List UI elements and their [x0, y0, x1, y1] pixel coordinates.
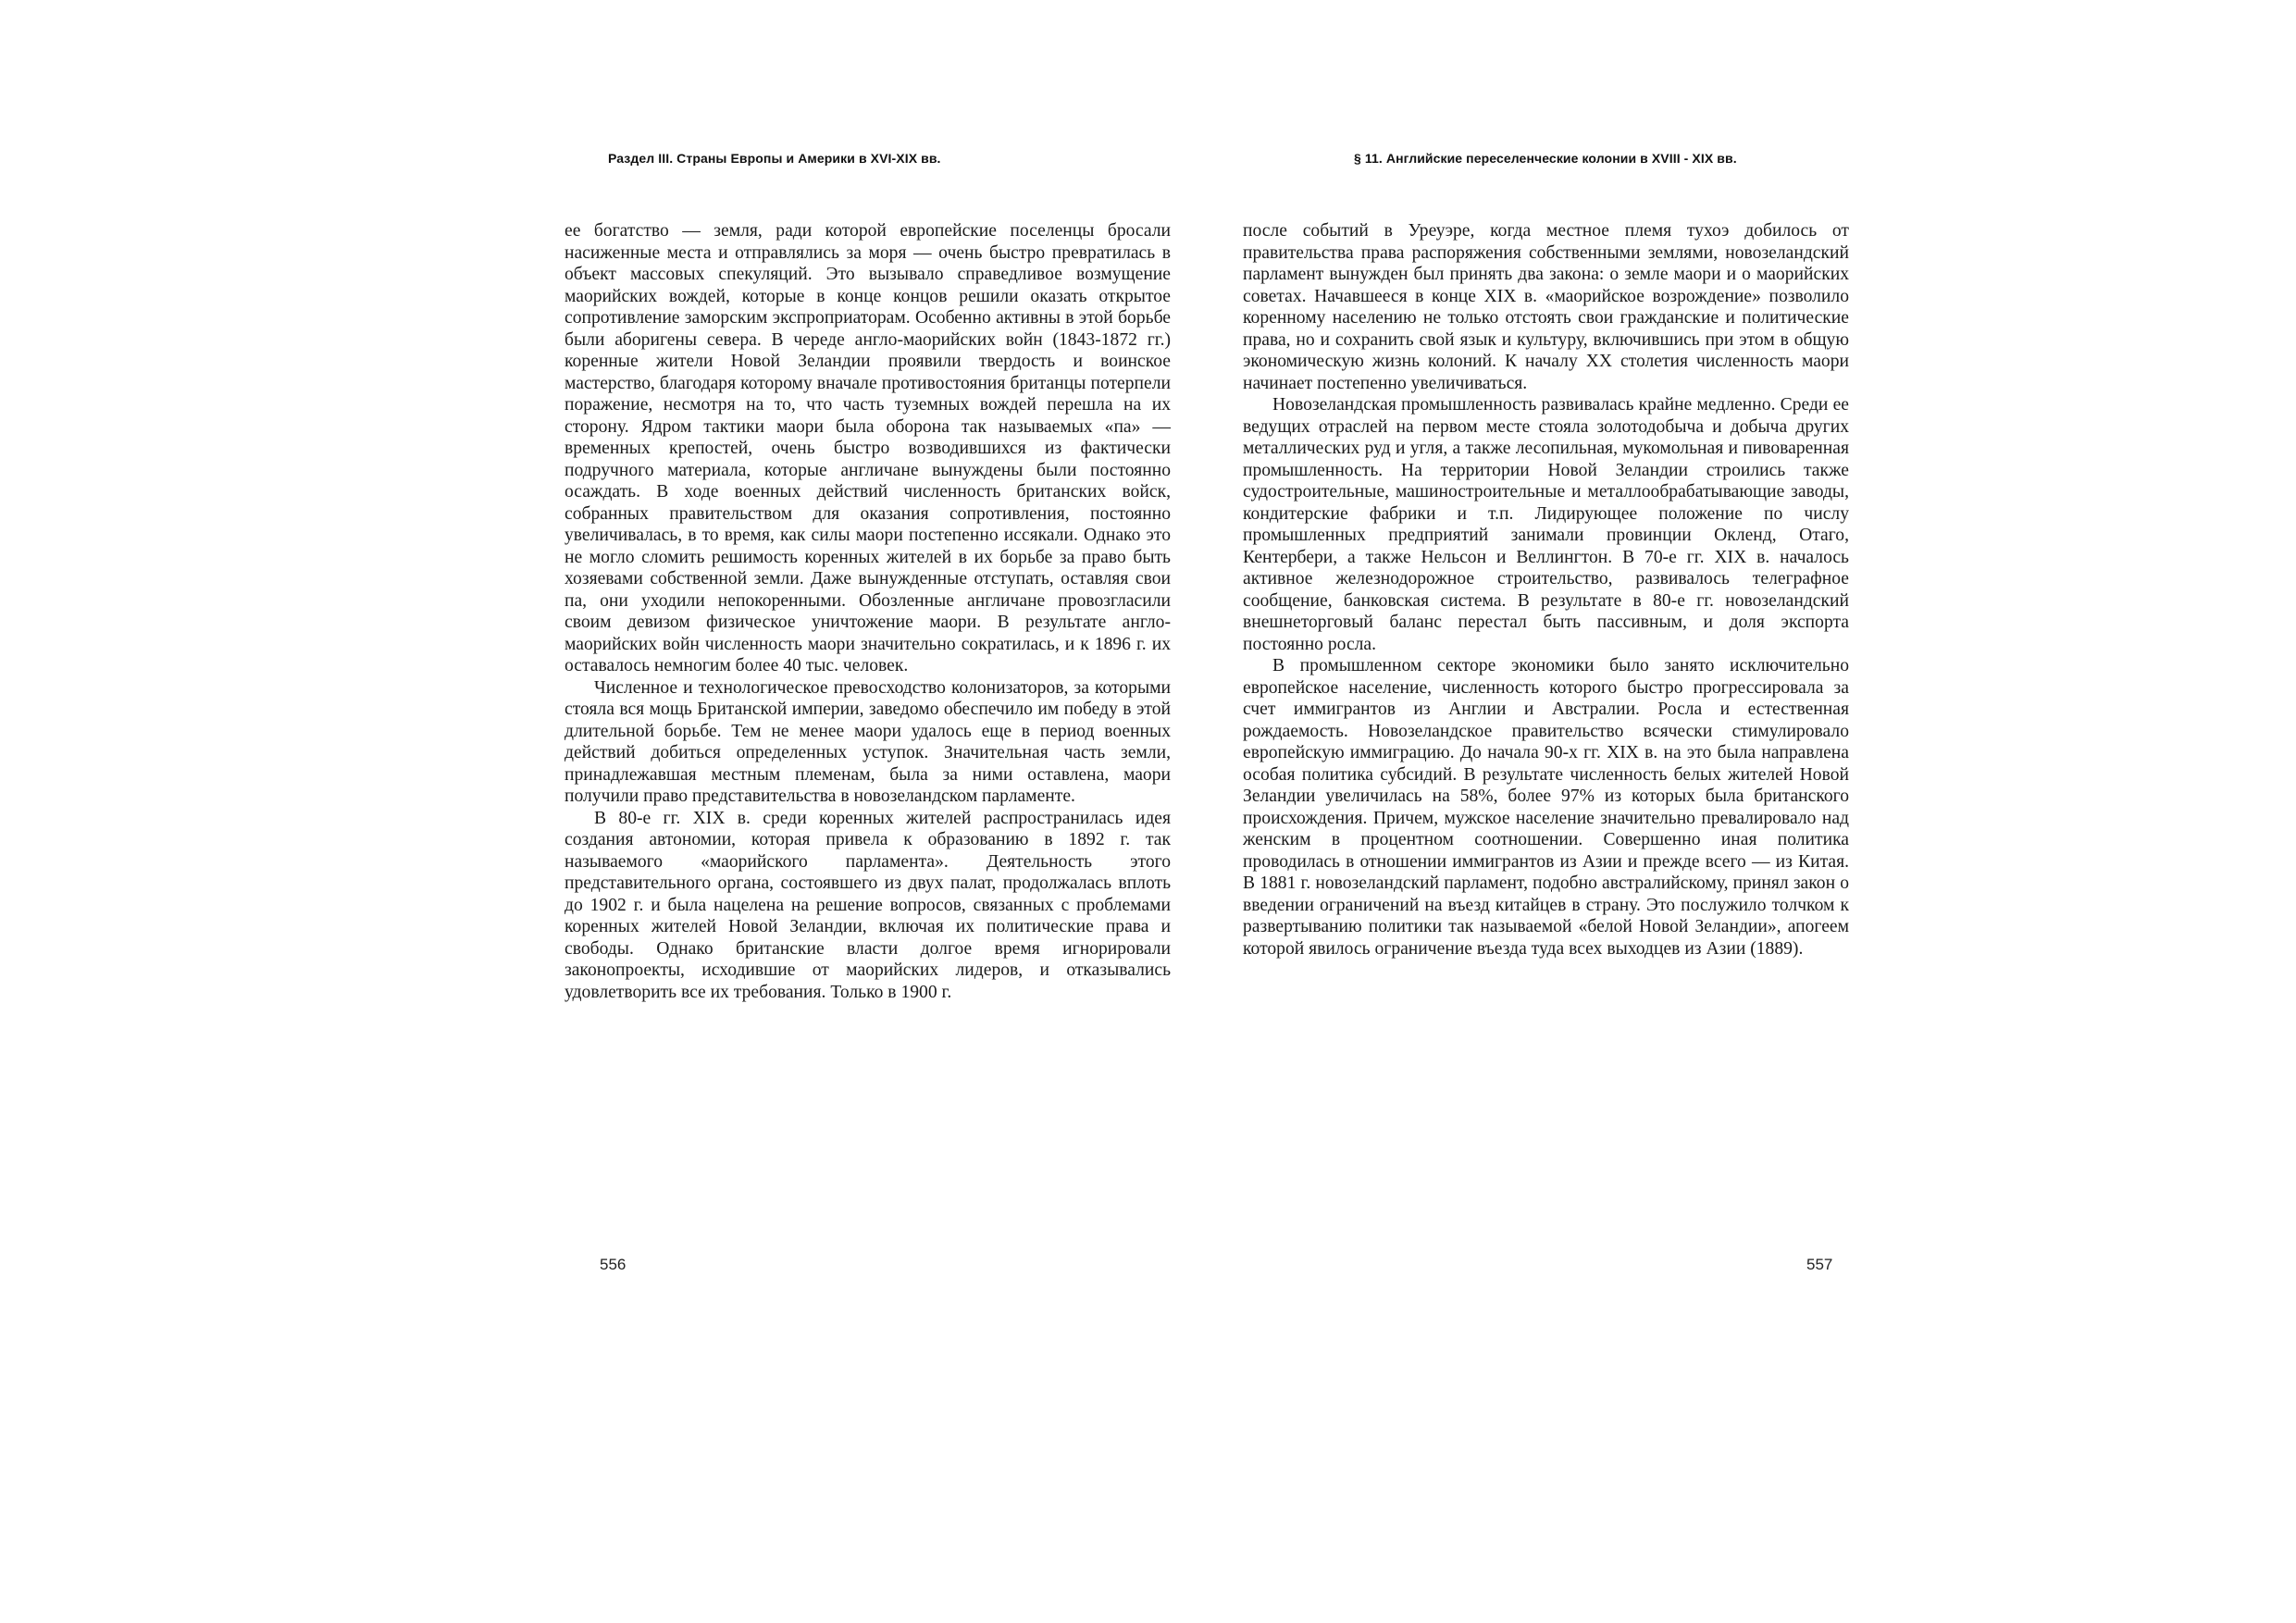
body-text	[565, 220, 1171, 1003]
paragraph: после событий в Уреуэре, когда местное племя тухоэ добилось от правительства права распоряжения собственными землями, новозеландский парламент вынужден был принять два закона: о земле маори и о маорийских советах. Начавшееся в конце XIX в. «маорийское возрождение» позволило коренному населению не только отстоять свои гражданские и политические права, но и сохранить свой язык и культуру, включившись при этом в общую экономическую жизнь колоний. К началу XX столетия численность маори начинает постепенно увеличиваться.	[1243, 221, 1849, 393]
right-page	[1148, 0, 2296, 1623]
paragraph: Численное и технологическое превосходство колонизаторов, за которыми стояла вся мощь Британской империи, заведомо обеспечило им победу в этой длительной борьбе. Тем не менее маори удалось еще в период военных действий добиться определенных уступок. Значительная часть земли, принадлежавшая местным племенам, была за ними оставлена, маори получили право представительства в новозеландском парламенте.	[565, 677, 1171, 806]
running-head: Раздел III. Страны Европы и Америки в XVI-XIX вв.	[608, 151, 941, 166]
paragraph: В 80-е гг. XIX в. среди коренных жителей распространилась идея создания автономии, которая привела к образованию в 1892 г. так называемого «маорийского парламента». Деятельность этого представительного органа, состоявшего из двух палат, продолжалась вплоть до 1902 г. и была нацелена на решение вопросов, связанных с проблемами коренных жителей Новой Зеландии, включая их политические права и свободы. Однако британские власти долгое время игнорировали законопроекты, исходившие от маорийских лидеров, и отказывались удовлетворить все их требования. Только в 1900 г.	[565, 808, 1171, 1002]
running-head: § 11. Английские переселенческие колонии в XVIII - XIX вв.	[1354, 151, 1737, 166]
paragraph: ее богатство — земля, ради которой европейские поселенцы бросали насиженные места и отправлялись за моря — очень быстро превратилась в объект массовых спекуляций. Это вызывало справедливое возмущение маорийских вождей, которые в конце концов решили оказать открытое сопротивление заморским экспроприаторам. Особенно активны в этой борьбе были аборигены севера. В череде англо-маорийских войн (1843-1872 гг.) коренные жители Новой Зеландии проявили твердость и воинское мастерство, благодаря которому вначале противостояния британцы потерпели поражение, несмотря на то, что часть туземных вождей перешла на их сторону. Ядром тактики маори была оборона так называемых «па» — временных крепостей, очень быстро возводившихся из фактически подручного материала, которые англичане вынуждены были постоянно осаждать. В ходе военных действий численность британских войск, собранных правительством для оказания сопротивления, постоянно увеличивалась, в то время, как силы маори постепенно иссякали. Однако это не могло сломить решимость коренных жителей в их борьбе за право быть хозяевами собственной земли. Даже вынужденные отступать, оставляя свои па, они уходили непокоренными. Обозленные англичане провозгласили своим девизом физическое уничтожение маори. В результате англо-маорийских войн численность маори значительно сократилась, и к 1896 г. их оставалось немногим более 40 тыс. человек.	[565, 221, 1171, 675]
page-number: 557	[1806, 1256, 1833, 1273]
paragraph: В промышленном секторе экономики было занято исключительно европейское население, численность которого быстро прогрессировала за счет иммигрантов из Англии и Австралии. Росла и естественная рождаемость. Новозеландское правительство всячески стимулировало европейскую иммиграцию. До начала 90-х гг. XIX в. на это была направлена особая политика субсидий. В результате численность белых жителей Новой Зеландии увеличилась на 58%, более 97% из которых была британского происхождения. Причем, мужское население значительно превалировало над женским в процентном соотношении. Совершенно иная политика проводилась в отношении иммигрантов из Азии и прежде всего — из Китая. В 1881 г. новозеландский парламент, подобно австралийскому, принял закон о введении ограничений на въезд китайцев в страну. Это послужило толчком к развертыванию политики так называемой «белой Новой Зеландии», апогеем которой явилось ограничение въезда туда всех выходцев из Азии (1889).	[1243, 656, 1849, 959]
body-text	[1243, 220, 1849, 960]
paragraph: Новозеландская промышленность развивалась крайне медленно. Среди ее ведущих отраслей на первом месте стояла золотодобыча и добыча других металлических руд и угля, а также лесопильная, мукомольная и пивоваренная промышленность. На территории Новой Зеландии строились также судостроительные, машиностроительные и металлообрабатывающие заводы, кондитерские фабрики и т.п. Лидирующее положение по числу промышленных предприятий занимали провинции Окленд, Отаго, Кентербери, а также Нельсон и Веллингтон. В 70-е гг. XIX в. началось активное железнодорожное строительство, развивалось телеграфное сообщение, банковская система. В результате в 80-е гг. новозеландский внешнеторговый баланс перестал быть пассивным, и доля экспорта постоянно росла.	[1243, 395, 1849, 654]
page-number: 556	[600, 1256, 627, 1273]
